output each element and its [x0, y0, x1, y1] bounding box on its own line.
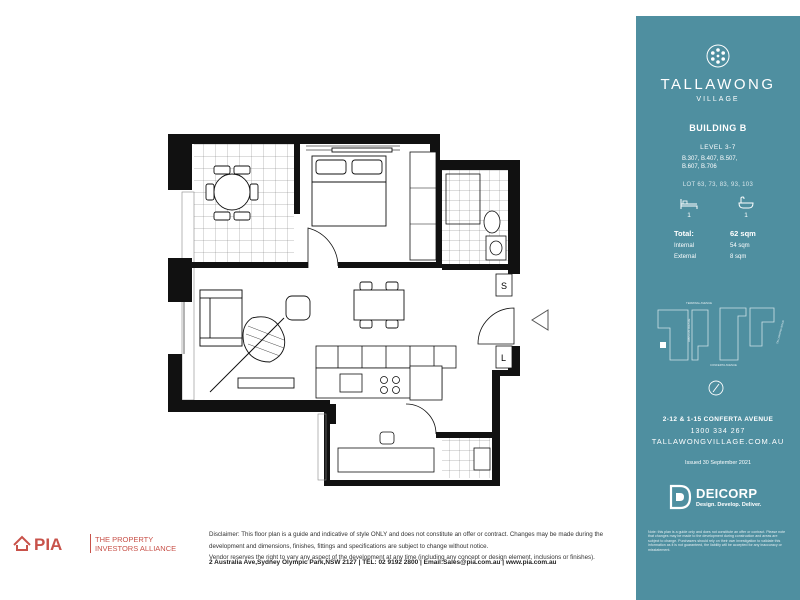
disclaimer-text: This floor plan is a guide and indicative of style ONLY and does not constitute an offer or contract. Changes may be made during the development and dimensions, finishes, fittings and specifications are subject to change without notice. [209, 531, 604, 550]
project-phone: 1300 334 267 [690, 428, 746, 435]
lot-numbers: LOT 63, 73, 83, 93, 103 [682, 182, 754, 188]
basin [490, 241, 502, 255]
area-internal-row [674, 243, 774, 249]
pia-tagline-line2: INVESTORS ALLIANCE [95, 544, 177, 553]
pia-logo [12, 533, 88, 553]
key-plan-label-right: TALLAWONG ROAD [776, 320, 786, 345]
level-text: LEVEL 3-7 [700, 144, 736, 151]
apartment-numbers [682, 155, 758, 171]
tallawong-logo-icon [706, 44, 730, 68]
pia-roof-icon [14, 537, 30, 550]
area-total-row [674, 229, 774, 238]
agent-contact: 2 Australia Ave,Sydney Olympic Park,NSW 2127 | TEL: 02 9192 2800 | Email:Sales@pia.com.au | www.pia.com.au [209, 559, 557, 566]
area-internal-label: Internal [674, 243, 695, 249]
study-chair [380, 432, 394, 444]
issued-date: Issued 30 September 2021 [684, 460, 752, 466]
area-total-value: 62 sqm [730, 229, 756, 238]
armchair [286, 296, 310, 320]
bath-icon [738, 196, 754, 210]
deicorp-logo-icon [668, 484, 692, 510]
area-total-label: Total: [674, 229, 694, 238]
bed [312, 148, 392, 226]
laundry-door [406, 404, 436, 434]
wardrobe [410, 152, 436, 260]
bedroom-door [308, 228, 338, 268]
entry-arrow-icon [532, 310, 548, 330]
pia-tagline-line1: THE PROPERTY [95, 535, 154, 544]
toilet [484, 211, 500, 233]
area-external-label: External [674, 254, 697, 260]
area-external-row [674, 254, 774, 260]
project-address: 2-12 & 1-15 CONFERTA AVENUE [662, 416, 774, 423]
project-website: TALLAWONGVILLAGE.COM.AU [651, 437, 785, 446]
key-plan [650, 298, 786, 368]
key-plan-label-bottom: CONFERTA AVENUE [710, 363, 737, 367]
developer-note: Note: this plan is a guide only and does not constitute an offer or contract. Please note that changes may be made to the development during construction and areas are subject to change. Purchasers should rely on their own investigation to validate this information as it is not guaranteed, the liability will be accepted for any inaccuracy or misstatement. [648, 530, 786, 552]
tv-unit [238, 378, 294, 388]
storage-label: S [501, 281, 508, 291]
key-plan-highlight [660, 342, 666, 348]
entry-door [478, 308, 514, 344]
info-panel [636, 16, 800, 600]
dining-table [354, 282, 404, 328]
disclaimer-label: Disclaimer: [209, 531, 240, 538]
project-name: TALLAWONG [660, 76, 776, 93]
study-desk [338, 448, 434, 472]
developer-tagline: Design. Develop. Deliver. [696, 502, 762, 508]
kitchen-counter [316, 346, 456, 400]
pia-logo-text: PIA [34, 535, 63, 553]
key-plan-label-top: TERMINAL AVENUE [686, 301, 712, 305]
developer-name: DEICORP [696, 486, 758, 501]
area-internal-value: 54 sqm [730, 243, 750, 249]
bathroom-count: 1 [744, 212, 748, 219]
bed-icon [680, 198, 698, 210]
sofa [200, 290, 242, 346]
bedroom-count: 1 [687, 212, 691, 219]
project-sub: VILLAGE [696, 96, 740, 103]
pia-tagline [95, 535, 176, 553]
key-plan-label-left: HIBISCUS AVENUE [688, 318, 691, 342]
building-title: BUILDING B [689, 123, 747, 133]
laundry-tub [474, 448, 490, 470]
area-external-value: 8 sqm [730, 254, 747, 260]
pia-divider [90, 534, 91, 553]
linen-label: L [501, 353, 507, 363]
north-compass-icon [708, 380, 724, 396]
disclaimer-text-2: Vendor reserves the right to vary any aspect of the development at any time (including any concept or design element, inclusions or finishes). [209, 554, 595, 561]
apartment-line-1: B.307, B.407, B.507, [682, 156, 738, 162]
apartment-line-2: B.607, B.706 [682, 164, 717, 170]
